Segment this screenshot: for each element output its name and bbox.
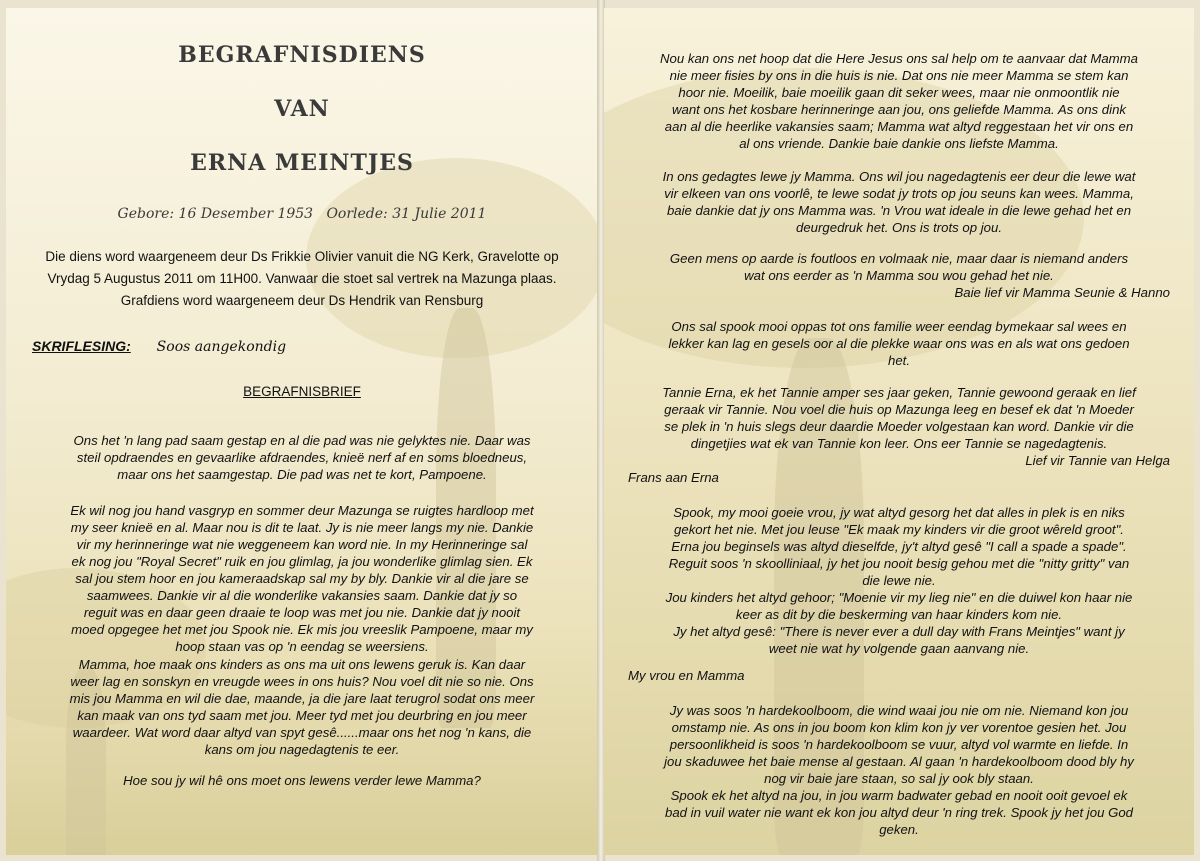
- left-paragraph-3: [16, 656, 588, 758]
- text-line: Jou kinders het altyd gehoor; "Moenie vir my lieg nie" en die duiwel kon haar nie: [665, 590, 1133, 605]
- text-line: Tannie Erna, ek het Tannie amper ses jaar geken, Tannie gewoond geraak en lief: [662, 385, 1136, 400]
- right-paragraph-7: [608, 702, 1190, 838]
- text-line: hoor nie. Moeilik, baie moeilik gaan dit seker wees, maar nie onmoontlik nie: [678, 85, 1120, 100]
- text-line: wat ons eerder as 'n Mamma sou wou gehad het nie.: [744, 268, 1054, 283]
- brief-heading: BEGRAFNISBRIEF: [243, 384, 361, 399]
- text-line: nog vir baie jare staan, so sal jy ook bly staan.: [764, 771, 1034, 786]
- right-paragraph-5: [608, 384, 1190, 469]
- intro-line: Grafdiens word waargeneem deur Ds Hendrik van Rensburg: [120, 293, 484, 308]
- text-line: nie meer fisies by ons in die huis is nie. Dat ons nie meer Mamma se stem kan: [669, 68, 1129, 83]
- intro-line: Die diens word waargeneem deur Ds Frikkie Olivier vanuit die NG Kerk, Gravelotte op: [45, 249, 559, 264]
- text-line: lekker kan lag en gesels oor al die plekke waar ons was en als wat ons gedoen: [668, 336, 1130, 351]
- heading-frans-aan-erna: Frans aan Erna: [628, 470, 719, 485]
- text-line: die lewe nie.: [862, 573, 936, 588]
- text-line: jou skaduwee het baie mense al gestaan. Al gaan 'n hardekoolboom dood bly hy: [664, 754, 1134, 769]
- title-line-1: BEGRAFNISDIENS: [178, 42, 426, 68]
- text-line: saamwees. Dankie vir al die wonderlike vakansies saam. Dankie dat jy so: [86, 588, 518, 603]
- text-line: Geen mens op aarde is foutloos en volmaak nie, maar daar is niemand anders: [669, 251, 1129, 266]
- birth-death-dates: Gebore: 16 Desember 1953 Oorlede: 31 Julie 2011: [117, 206, 487, 222]
- intro-line: Vrydag 5 Augustus 2011 om 11H00. Vanwaar die stoet sal vertrek na Mazunga plaas.: [47, 271, 557, 286]
- text-line: Mamma, hoe maak ons kinders as ons ma uit ons lewens geruk is. Kan daar: [78, 657, 526, 672]
- right-paragraph-3: [608, 250, 1190, 301]
- title-line-2: VAN: [274, 96, 330, 122]
- signature-line: Lief vir Tannie van Helga: [1025, 453, 1170, 468]
- right-paragraph-6: [608, 504, 1190, 657]
- left-paragraph-4: [16, 772, 588, 789]
- text-line: Jy het altyd gesê: "There is never ever a dull day with Frans Meintjes" want jy: [673, 624, 1125, 639]
- text-line: Ons sal spook mooi oppas tot ons familie weer eendag bymekaar sal wees en: [671, 319, 1127, 334]
- text-line: steil opdraendes en gevaarlike afdraendes, knieë nerf af en soms bloedneus,: [76, 450, 528, 465]
- skriflesing-value: Soos aangekondig: [156, 339, 287, 355]
- text-line: dingetjies wat ek van Tannie kon leer. Ons eer Tannie se nagedagtenis.: [690, 436, 1108, 451]
- text-line: reguit was en daar geen draaie te loop was met jou nie. Dankie dat jy nooit: [83, 605, 521, 620]
- heading-my-vrou-en-mamma: My vrou en Mamma: [628, 668, 745, 683]
- text-line: hoop staan vas op 'n eendag se weersiens.: [175, 639, 429, 654]
- text-line: kan maak van ons tyd saam met jou. Meer tyd met jou deurbring en jou meer: [77, 708, 527, 723]
- text-line: gekort het nie. Met jou leuse "Ek maak my kinders vir die groot wêreld groot".: [674, 522, 1124, 537]
- text-line: baie dankie dat jy ons Mamma was. 'n Vrou wat ideale in die lewe gehad het en: [666, 203, 1132, 218]
- text-line: Spook, my mooi goeie vrou, jy wat altyd gesorg het dat alles in plek is en niks: [673, 505, 1125, 520]
- text-line: keer as dit by die beskerming van haar kinders kom nie.: [735, 607, 1063, 622]
- signature-line: Baie lief vir Mamma Seunie & Hanno: [954, 285, 1170, 300]
- text-line: maar ons het saamgestap. Die pad was net te kort, Pampoene.: [117, 467, 487, 482]
- text-line: ek nog jou "Royal Secret" ruik en jou glimlag, ja jou wonderlike glimlag sien. Ek: [71, 554, 533, 569]
- right-paragraph-1: [608, 50, 1190, 152]
- right-paragraph-2: [608, 168, 1190, 236]
- text-line: het.: [888, 353, 910, 368]
- text-line: In ons gedagtes lewe jy Mamma. Ons wil jou nagedagtenis eer deur die lewe wat: [662, 169, 1136, 184]
- text-line: waardeer. Wat word daar altyd van spyt gesê......maar ons het nog 'n kans, die: [72, 725, 532, 740]
- text-line: Reguit soos 'n skoolliniaal, jy het jou nooit besig gehou met die "nitty gritty" van: [668, 556, 1130, 571]
- text-line: aan al die heerlike vakansies saam; Mamma wat altyd reggestaan het vir ons en: [664, 119, 1134, 134]
- service-details: [26, 246, 578, 312]
- text-line: deurgedruk het. Ons is trots op jou.: [796, 220, 1002, 235]
- skriflesing-label: SKRIFLESING:: [32, 338, 131, 354]
- text-line: Hoe sou jy wil hê ons moet ons lewens verder lewe Mamma?: [123, 773, 481, 788]
- text-line: Nou kan ons net hoop dat die Here Jesus ons sal help om te aanvaar dat Mamma: [660, 51, 1138, 66]
- text-line: kans om jou nagedagtenis te eer.: [204, 742, 400, 757]
- text-line: geken.: [879, 822, 919, 837]
- text-line: persoonlikheid is soos 'n hardekoolboom se vuur, altyd vol warmte en liefde. In: [669, 737, 1129, 752]
- left-paragraph-1: [16, 432, 588, 483]
- skriflesing: [32, 338, 286, 355]
- text-line: geraak vir Tannie. Nou voel die huis op Mazunga leeg en besef ek dat 'n Moeder: [664, 402, 1134, 417]
- text-line: want ons het kosbare herinneringe aan jou, ons geliefde Mamma. As ons dink: [671, 102, 1126, 117]
- title-line-3: ERNA MEINTJES: [190, 150, 414, 176]
- text-line: omstamp nie. As ons in jou boom kon klim kon jy ver vorentoe gesien het. Jou: [671, 720, 1127, 735]
- text-line: Jy was soos 'n hardekoolboom, die wind waai jou nie om nie. Niemand kon jou: [669, 703, 1129, 718]
- left-paragraph-2: [16, 502, 588, 655]
- text-line: moed opgegee het met jou Spook nie. Ek mis jou vreeslik Pampoene, maar my: [71, 622, 533, 637]
- text-line: Ek wil nog jou hand vasgryp en sommer deur Mazunga se ruigtes hardloop met: [70, 503, 534, 518]
- text-line: Ons het 'n lang pad saam gestap en al die pad was nie gelyktes nie. Daar was: [73, 433, 531, 448]
- text-line: se plek in 'n huis slegs deur daardie Moeder volgestaan kan word. Dankie vir die: [664, 419, 1134, 434]
- left-page: [6, 8, 598, 855]
- text-line: vir my herinneringe wat nie weggeneem kan word nie. In my Herinneringe sal: [76, 537, 528, 552]
- text-line: weet nie wat hy volgende gaan aanvang nie.: [768, 641, 1030, 656]
- text-line: mis jou Mamma en wil die dae, maande, ja die jare laat terugrol sodat ons meer: [69, 691, 535, 706]
- text-line: Erna jou beginsels was altyd dieselfde, jy't altyd gesê "I call a spade a spade".: [671, 539, 1127, 554]
- text-line: my seer knieë en al. Maar nou is dit te laat. Jy is nie meer langs my nie. Dankie: [70, 520, 534, 535]
- text-line: bad in vuil water nie want ek kon jou altyd deur 'n ring trek. Spook jy het jou God: [664, 805, 1133, 820]
- text-line: Spook ek het altyd na jou, in jou warm badwater gebad en nooit ooit gevoel ek: [670, 788, 1128, 803]
- right-page: [604, 8, 1194, 855]
- text-line: al ons vriende. Dankie baie dankie ons liefste Mamma.: [739, 136, 1059, 151]
- text-line: sal jou stem hoor en jou kameraadskap sal my by bly. Dankie vir al die jare se: [75, 571, 529, 586]
- right-paragraph-4: [608, 318, 1190, 369]
- text-line: weer lag en sonskyn en vreugde wees in ons huis? Nou voel dit nie so nie. Ons: [70, 674, 534, 689]
- text-line: vir elkeen van ons voorlê, te lewe sodat jy trots op jou seuns kan wees. Mamma,: [664, 186, 1134, 201]
